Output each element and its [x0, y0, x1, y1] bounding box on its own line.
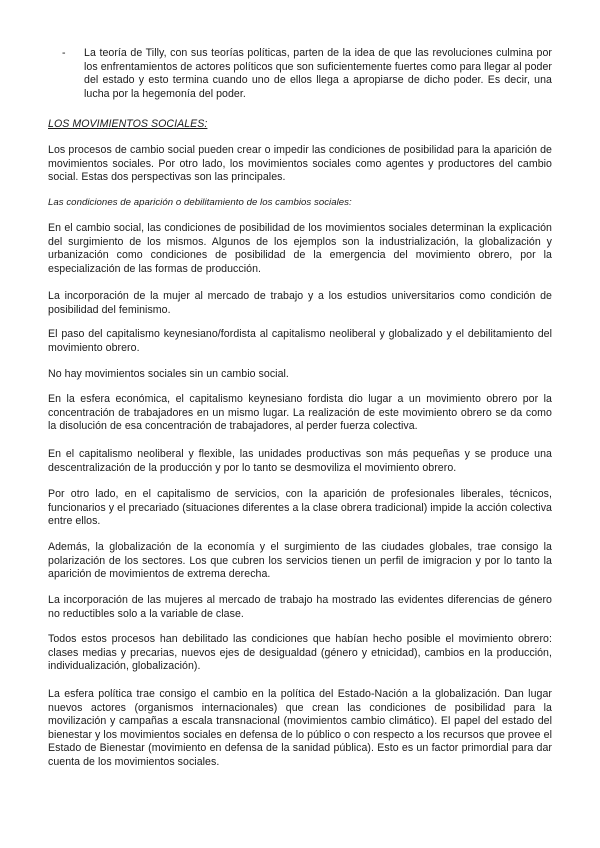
subheading: Las condiciones de aparición o debilitamiento de los cambios sociales:: [48, 197, 352, 208]
paragraph-4: No hay movimientos sociales sin un cambio social.: [48, 368, 289, 380]
bullet-text: La teoría de Tilly, con sus teorías políticas, parten de la idea de que las revoluciones culmina por los enfrentamientos de actores políticos que son suficientemente fuertes como para llegar al poder del estado y esto termina cuando uno de ellos llega a apropiarse de dicho poder. Es decir, una lucha por la hegemonía del poder.: [84, 47, 552, 100]
paragraph-11: La esfera política trae consigo el cambio en la política del Estado-Nación a la globalización. Dan lugar nuevos actores (organismos internacionales) que crean las condiciones de posibilidad para la movilización y campañas a escala transnacional (movimientos cambio climático). El papel del estado del bienestar y los movimientos sociales en defensa de lo público o con respecto a los recursos que provee el Estado de Bienestar (movimiento en defensa de la sanidad pública). Esto es un factor primordial para dar cuenta de los movimientos sociales.: [48, 688, 552, 768]
paragraph-5: En la esfera económica, el capitalismo keynesiano fordista dio lugar a un movimiento obrero por la concentración de trabajadores en un mismo lugar. La realización de este movimiento obrero se da como la disolución de esa concentración de trabajadores, al perder fuerza colectiva.: [48, 393, 552, 433]
paragraph-1: En el cambio social, las condiciones de posibilidad de los movimientos sociales determinan la explicación del surgimiento de los mismos. Algunos de los ejemplos son la industrialización, la globalización y urbanización como condiciones de posibilidad de la emergencia del movimiento obrero, por la especialización de las formas de producción.: [48, 222, 552, 275]
paragraph-2: La incorporación de la mujer al mercado de trabajo y a los estudios universitarios como condición de posibilidad del feminismo.: [48, 290, 552, 316]
paragraph-6: En el capitalismo neoliberal y flexible, las unidades productivas son más pequeñas y se produce una descentralización de la producción y por lo tanto se desmoviliza el movimiento obrero.: [48, 448, 552, 474]
paragraph-10: Todos estos procesos han debilitado las condiciones que habían hecho posible el movimiento obrero: clases medias y precarias, nuevos ejes de desigualdad (género y etnicidad), cambios en la producción, individualización, globalización).: [48, 633, 552, 673]
paragraph-7: Por otro lado, en el capitalismo de servicios, con la aparición de profesionales liberales, técnicos, funcionarios y el precariado (situaciones diferentes a la clase obrera tradicional) impide la acción colectiva entre ellos.: [48, 488, 552, 528]
section-heading: LOS MOVIMIENTOS SOCIALES:: [48, 118, 208, 130]
paragraph-3: El paso del capitalismo keynesiano/fordista al capitalismo neoliberal y globalizado y el debilitamiento del movimiento obrero.: [48, 328, 552, 354]
bullet-item: [62, 47, 552, 101]
intro-paragraph: Los procesos de cambio social pueden crear o impedir las condiciones de posibilidad para la aparición de movimientos sociales. Por otro lado, los movimientos sociales como agentes y productores del cambio social. Estas dos perspectivas son las principales.: [48, 144, 552, 184]
paragraph-8: Además, la globalización de la economía y el surgimiento de las ciudades globales, trae consigo la polarización de los sectores. Los que cubren los servicios tienen un perfil de imigracion y por lo tanto la aparición de movimientos de extrema derecha.: [48, 541, 552, 581]
bullet-marker: -: [62, 47, 66, 59]
paragraph-9: La incorporación de las mujeres al mercado de trabajo ha mostrado las evidentes diferencias de género no reductibles solo a la variable de clase.: [48, 594, 552, 620]
